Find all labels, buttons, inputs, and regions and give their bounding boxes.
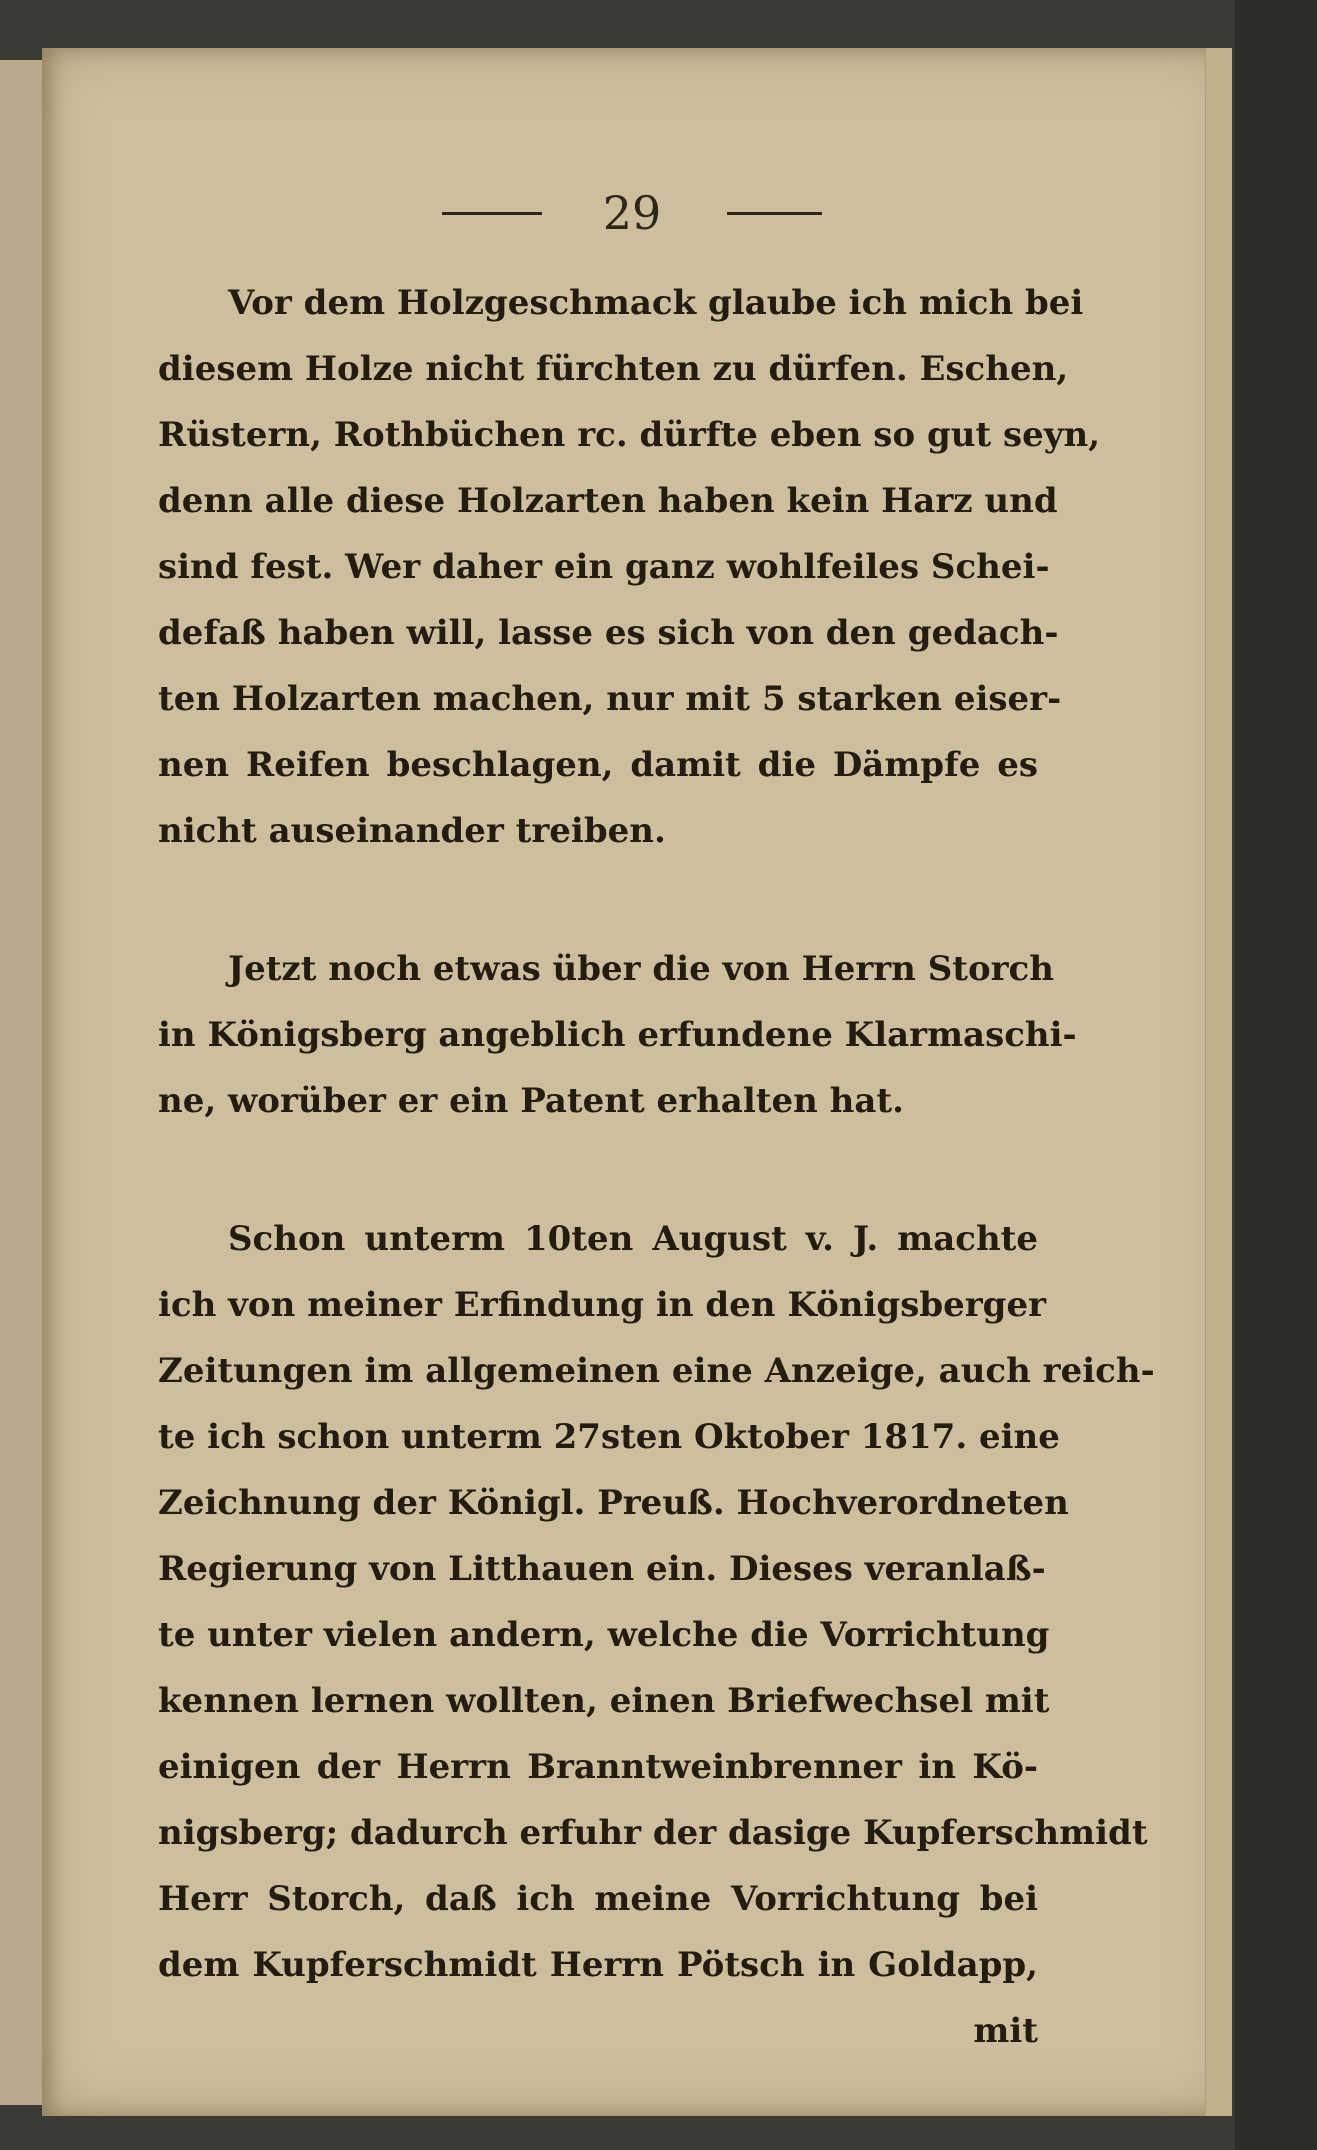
text-line: nigsberg; dadurch erfuhr der dasige Kupferschmidt xyxy=(158,1813,1148,1853)
page-number: 29 xyxy=(602,186,662,240)
catchword: mit xyxy=(973,2011,1038,2051)
text-line: sind fest. Wer daher ein ganz wohlfeiles Schei- xyxy=(158,547,1050,587)
body-text xyxy=(158,270,1155,2064)
text-line: denn alle diese Holzarten haben kein Harz und xyxy=(158,481,1058,521)
text-line: Rüstern, Rothbüchen rc. dürfte eben so gut seyn, xyxy=(158,415,1101,455)
header-rule-right xyxy=(727,212,822,215)
text-line: diesem Holze nicht fürchten zu dürfen. Eschen, xyxy=(158,349,1069,389)
page-fore-edge xyxy=(1205,48,1232,2116)
text-line: te ich schon unterm 27sten Oktober 1817. eine xyxy=(158,1417,1060,1457)
text-line: defaß haben will, lasse es sich von den gedach- xyxy=(158,613,1059,653)
text-line: Jetzt noch etwas über die von Herrn Storch xyxy=(228,949,1054,989)
text-line: dem Kupferschmidt Herrn Pötsch in Goldapp, xyxy=(158,1945,1038,1985)
text-line: Regierung von Litthauen ein. Dieses veranlaß- xyxy=(158,1549,1046,1589)
text-line: Herr Storch, daß ich meine Vorrichtung bei xyxy=(158,1879,1038,1919)
paragraph-3 xyxy=(158,1206,1155,2064)
paragraph-2 xyxy=(158,936,1077,1134)
page-header xyxy=(442,186,822,240)
paragraph-1 xyxy=(158,270,1101,864)
text-line: kennen lernen wollten, einen Briefwechsel mit xyxy=(158,1681,1050,1721)
text-line: in Königsberg angeblich erfundene Klarmaschi- xyxy=(158,1015,1077,1055)
text-line: Zeitungen im allgemeinen eine Anzeige, auch reich- xyxy=(158,1351,1155,1391)
text-line: Vor dem Holzgeschmack glaube ich mich bei xyxy=(228,283,1084,323)
text-line: ten Holzarten machen, nur mit 5 starken eiser- xyxy=(158,679,1062,719)
text-line: einigen der Herrn Branntweinbrenner in Kö- xyxy=(158,1747,1038,1787)
text-line: nicht auseinander treiben. xyxy=(158,811,666,851)
text-line: Schon unterm 10ten August v. J. machte xyxy=(228,1219,1038,1259)
scan-backdrop xyxy=(1235,0,1317,2150)
text-line: ich von meiner Erfindung in den Königsberger xyxy=(158,1285,1046,1325)
text-line: nen Reifen beschlagen, damit die Dämpfe es xyxy=(158,745,1038,785)
text-line: te unter vielen andern, welche die Vorrichtung xyxy=(158,1615,1050,1655)
text-line: Zeichnung der Königl. Preuß. Hochverordneten xyxy=(158,1483,1069,1523)
text-line: ne, worüber er ein Patent erhalten hat. xyxy=(158,1081,904,1121)
